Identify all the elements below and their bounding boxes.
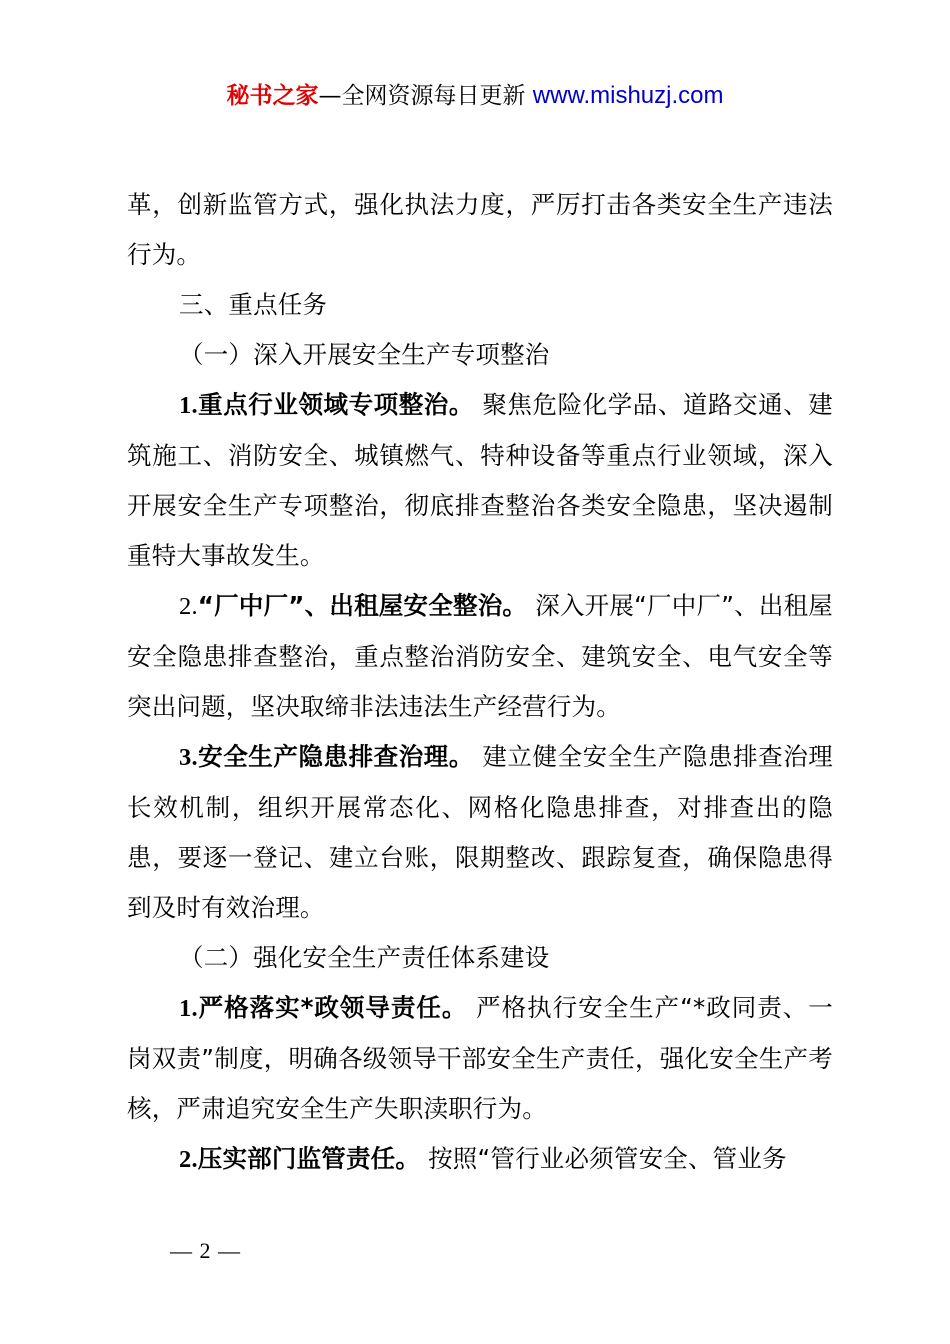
list-item — [127, 1134, 833, 1185]
document-body — [127, 180, 833, 1185]
list-item — [127, 732, 833, 933]
section-heading: 三、重点任务 — [179, 290, 328, 319]
paragraph-continuation: 革，创新监管方式，强化执法力度，严厉打击各类安全生产违法行为。 — [127, 190, 833, 269]
site-header — [0, 80, 950, 112]
item-number: 2. — [179, 593, 198, 620]
item-title: 严格落实*政领导责任。 — [197, 993, 468, 1022]
header-brand: 秘书之家 — [226, 83, 319, 109]
subsection-heading: （二）强化安全生产责任体系建设 — [179, 943, 550, 972]
item-title: “厂中厂”、出租屋安全整治。 — [197, 591, 528, 620]
header-url-link[interactable]: www.mishuzj.com — [532, 82, 724, 109]
item-title: 安全生产隐患排查治理。 — [197, 742, 474, 771]
item-text: 严格执行安全生产“*政同责、一岗双责”制度，明确各级领导干部安全生产责任，强化安全生产考核，严肃追究安全生产失职渎职行为。 — [127, 993, 833, 1123]
item-number: 1. — [179, 392, 198, 419]
item-title: 重点行业领域专项整治。 — [197, 390, 474, 419]
header-slogan: —全网资源每日更新 — [318, 83, 533, 109]
item-number: 1. — [179, 995, 198, 1022]
page-number: — 2 — — [170, 1238, 241, 1263]
item-title: 压实部门监管责任。 — [197, 1144, 421, 1173]
item-text: 聚焦危险化学品、道路交通、建筑施工、消防安全、城镇燃气、特种设备等重点行业领域，深入开展安全生产专项整治，彻底排查整治各类安全隐患，坚决遏制重特大事故发生。 — [127, 390, 833, 570]
item-number: 3. — [179, 744, 198, 771]
list-item — [127, 581, 833, 732]
item-text: 深入开展“厂中厂”、出租屋安全隐患排查整治，重点整治消防安全、建筑安全、电气安全等突出问题，坚决取缔非法违法生产经营行为。 — [127, 591, 833, 721]
list-item — [127, 380, 833, 581]
subsection-heading: （一）深入开展安全生产专项整治 — [179, 340, 550, 369]
list-item — [127, 983, 833, 1134]
item-text: 按照“管行业必须管安全、管业务 — [428, 1144, 787, 1173]
item-text: 建立健全安全生产隐患排查治理长效机制，组织开展常态化、网格化隐患排查，对排查出的隐患，要逐一登记、建立台账，限期整改、跟踪复查，确保隐患得到及时有效治理。 — [127, 742, 833, 922]
item-number: 2. — [179, 1146, 198, 1173]
